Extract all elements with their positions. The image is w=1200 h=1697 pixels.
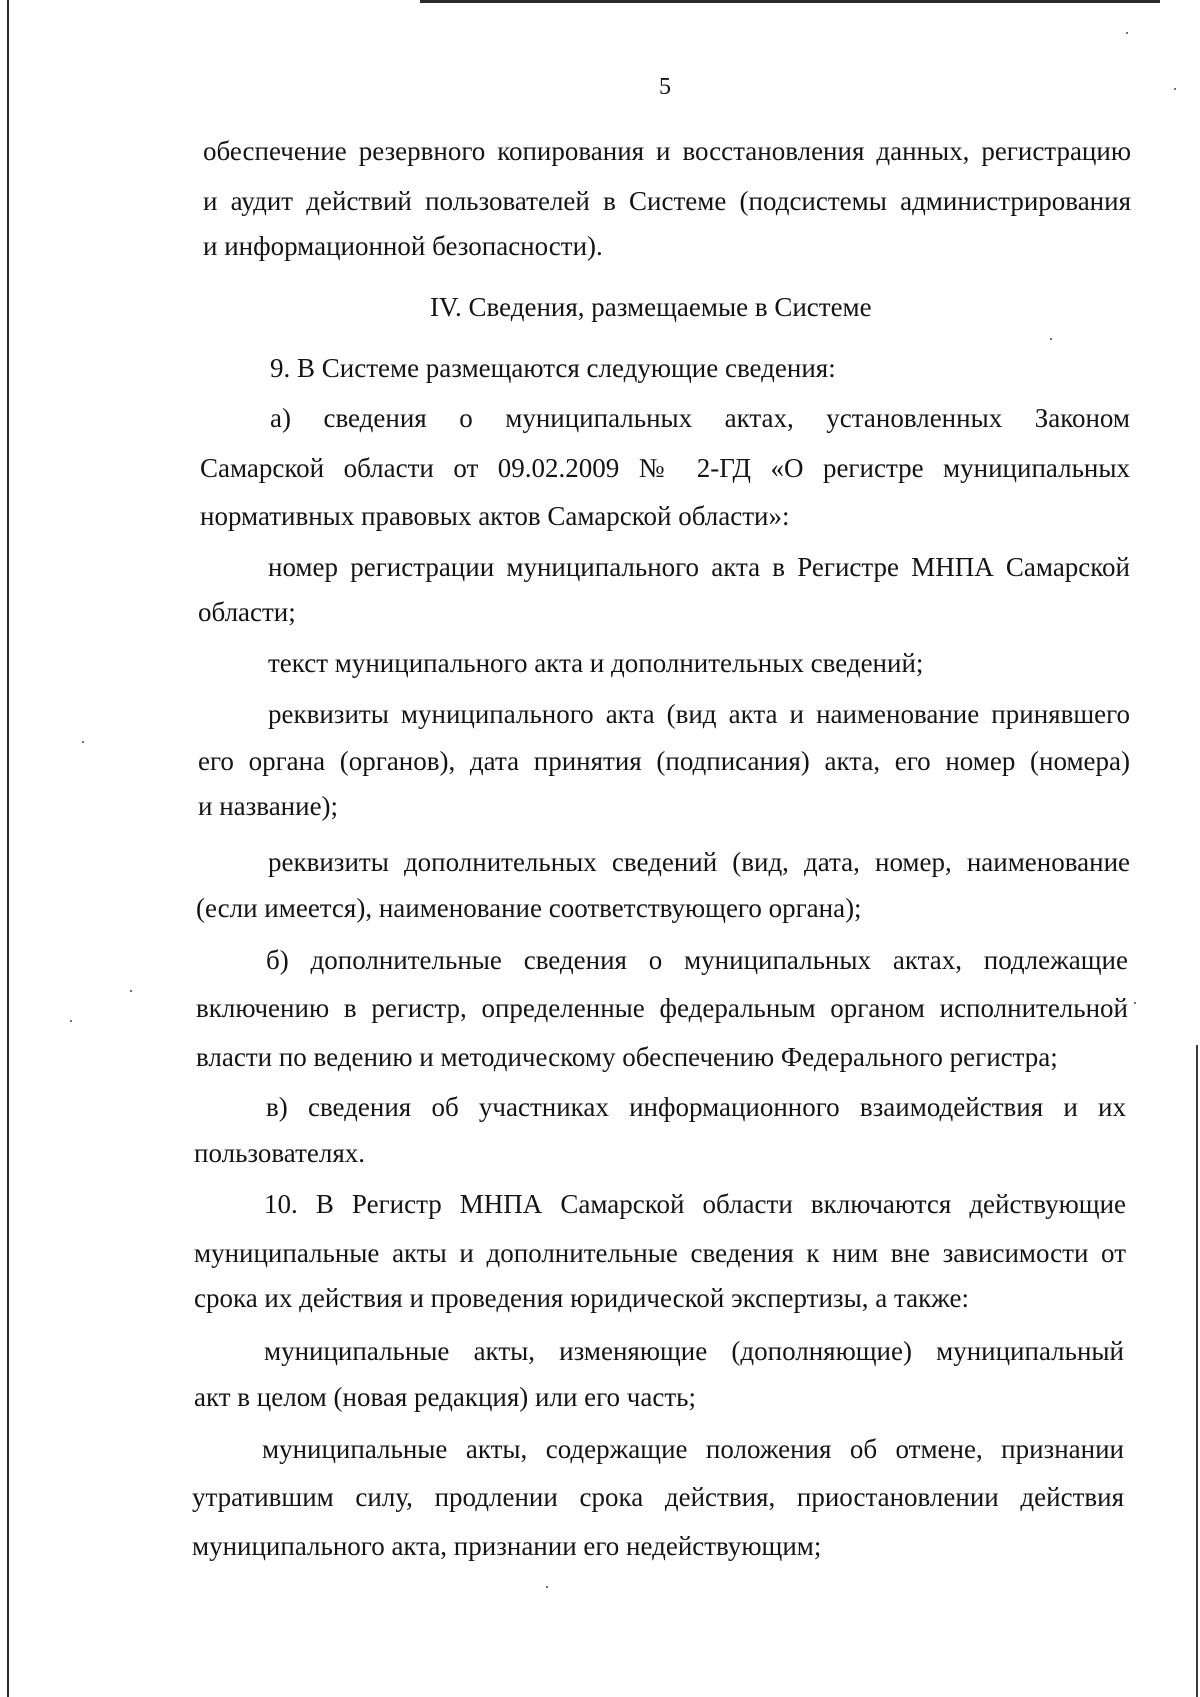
scan-speck — [1050, 338, 1052, 340]
text-line: а) сведения о муниципальных актах, установленных Законом — [270, 403, 1130, 433]
text-line: 10. В Регистр МНПА Самарской области включаются действующие — [264, 1189, 1126, 1219]
scan-speck — [1174, 88, 1176, 90]
text-line: номер регистрации муниципального акта в Регистре МНПА Самарской — [268, 552, 1130, 582]
text-line: утратившим силу, продлении срока действия, приостановлении действия — [192, 1482, 1124, 1512]
text-line: муниципальные акты, изменяющие (дополняющие) муниципальный — [264, 1336, 1124, 1366]
text-line: и аудит действий пользователей в Системе (подсистемы администрирования — [203, 186, 1131, 216]
scan-speck — [1134, 1002, 1136, 1004]
text-line: области; — [198, 597, 296, 627]
text-line: в) сведения об участниках информационного взаимодействия и их — [266, 1092, 1126, 1122]
text-line: текст муниципального акта и дополнительных сведений; — [268, 648, 924, 678]
scan-border-top — [420, 0, 1160, 3]
text-line: его органа (органов), дата принятия (подписания) акта, его номер (номера) — [198, 746, 1130, 776]
scan-speck — [1126, 32, 1128, 34]
text-line: срока их действия и проведения юридической экспертизы, а также: — [194, 1283, 969, 1313]
text-line: реквизиты муниципального акта (вид акта и наименование принявшего — [268, 699, 1130, 729]
text-line: муниципального акта, признании его недействующим; — [192, 1531, 822, 1561]
text-line: (если имеется), наименование соответствующего органа); — [196, 893, 862, 923]
text-line: реквизиты дополнительных сведений (вид, дата, номер, наименование — [268, 847, 1130, 877]
scan-speck — [82, 741, 84, 743]
text-line: власти по ведению и методическому обеспечению Федерального регистра; — [196, 1042, 1058, 1072]
text-line: и название); — [198, 791, 339, 821]
text-line: пользователях. — [194, 1138, 365, 1168]
text-line: б) дополнительные сведения о муниципальных актах, подлежащие — [266, 945, 1128, 975]
scan-speck — [546, 1586, 548, 1588]
scan-border-left — [7, 0, 9, 1697]
scan-speck — [70, 1020, 72, 1022]
text-line: обеспечение резервного копирования и восстановления данных, регистрацию — [203, 136, 1131, 166]
scan-border-right — [1196, 1045, 1198, 1697]
text-line: Самарской области от 09.02.2009 № 2-ГД «О регистре муниципальных — [200, 453, 1130, 483]
text-line: включению в регистр, определенные федеральным органом исполнительной — [196, 993, 1128, 1023]
text-line: муниципальные акты и дополнительные сведения к ним вне зависимости от — [194, 1238, 1126, 1268]
text-line: акт в целом (новая редакция) или его часть; — [194, 1382, 696, 1412]
page-number: 5 — [659, 74, 671, 100]
text-line: и информационной безопасности). — [203, 231, 603, 261]
text-line: нормативных правовых актов Самарской области»: — [200, 501, 790, 531]
text-line: муниципальные акты, содержащие положения об отмене, признании — [262, 1434, 1124, 1464]
text-line: 9. В Системе размещаются следующие сведения: — [270, 353, 836, 383]
section-heading: IV. Сведения, размещаемые в Системе — [430, 292, 872, 322]
scan-speck — [130, 990, 132, 992]
